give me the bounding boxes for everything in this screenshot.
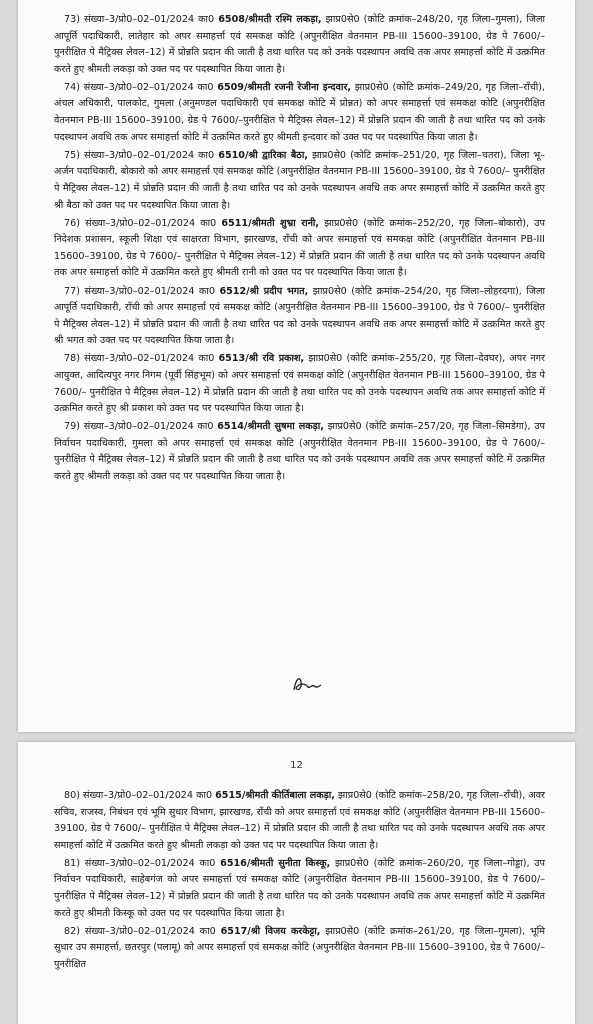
entry-number: 75) [64, 149, 80, 161]
entry-details: झाप्र0से0 (कोटि क्रमांक–258/20, गृह जिला–राँची), अवर सचिव, राजस्व, निबंधन एवं भूमि सुधार विभाग, झारखण्ड, राँची को अपर समाहर्त्ता एवं समकक्ष कोटि (अपुनरीक्षित वेतनमान PB-III 15600–39100, ग्रेड पे 7600/– पुनरीक्षित पे मैट्रिक्स लेवल–12) में प्रोन्नति प्रदान की जाती है तथा धारित पद को उनके पदस्थापन अवधि तक अपर समाहर्त्ता कोटि में उत्क्रमित करते हुए श्रीमती लकड़ा को उक्त पद पर पदस्थापित किया जाता है। [54, 790, 545, 851]
entry-reference: संख्या–3/प्रो0–02–01/2024 का0 [85, 217, 217, 229]
entry-number: 78) [64, 353, 80, 365]
document-page-1 [18, 0, 575, 732]
page-1-body [54, 12, 545, 487]
page-2-body [54, 788, 545, 975]
entry-number: 76) [64, 217, 80, 229]
entry-details: झाप्र0से0 (कोटि क्रमांक–257/20, गृह जिला–सिमडेगा), उप निर्वाचन पदाधिकारी, गुमला को अपर समाहर्त्ता एवं समकक्ष कोटि (अपुनरीक्षित वेतनमान PB-III 15600–39100, ग्रेड पे 7600/– पुनरीक्षित पे मैट्रिक्स लेवल–12) में प्रोन्नति प्रदान की जाती है तथा धारित पद को उनके पदस्थापन अवधि तक अपर समाहर्त्ता कोटि में उत्क्रमित करते हुए श्रीमती लकड़ा को उक्त पद पर पदस्थापित किया जाता है। [54, 421, 546, 483]
entry-reference: संख्या–3/प्रो0–02–01/2024 का0 [84, 857, 216, 869]
page-number: 12 [290, 760, 303, 771]
officer-name: 6517/श्री विजय करकेट्टा, [220, 925, 321, 937]
document-page-2 [18, 742, 575, 1024]
order-entry [54, 12, 545, 78]
entry-number: 81) [64, 857, 80, 869]
entry-reference: संख्या–3/प्रो0–02–01/2024 का0 [84, 925, 216, 937]
order-entry [54, 284, 545, 350]
entry-reference: संख्या–3/प्रो0–02–01/2024 का0 [83, 790, 213, 801]
officer-name: 6513/श्री रवि प्रकाश, [218, 353, 305, 365]
entry-reference: संख्या–3/प्रो0–02–01/2024 का0 [84, 353, 215, 365]
entry-number: 79) [64, 421, 80, 433]
signature-mark [290, 672, 324, 696]
officer-name: 6511/श्रीमती शुभ्रा रानी, [221, 217, 320, 229]
entry-details: झाप्र0से0 (कोटि क्रमांक–248/20, गृह जिला–गुमला), जिला आपूर्ति पदाधिकारी, लातेहार को अपर समाहर्त्ता एवं समकक्ष कोटि (अपुनरीक्षित वेतनमान PB-III 15600–39100, ग्रेड पे 7600/– पुनरीक्षित पे मैट्रिक्स लेवल–12) में प्रोन्नति प्रदान की जाती है तथा धारित पद को उनके पदस्थापन अवधि तक अपर समाहर्त्ता कोटि में उत्क्रमित करते हुए श्रीमती लकड़ा को उक्त पद पर पदस्थापित किया जाता है। [54, 14, 545, 75]
entry-reference: संख्या–3/प्रो0–02–01/2024 का0 [84, 14, 215, 25]
entry-reference: संख्या–3/प्रो0–02–01/2024 का0 [83, 81, 214, 93]
entry-details: झाप्र0से0 (कोटि क्रमांक–254/20, गृह जिला–लोहरदगा), जिला आपूर्ति पदाधिकारी, राँची को अपर समाहर्त्ता एवं समकक्ष कोटि (अपुनरीक्षित वेतनमान PB-III 15600–39100, ग्रेड पे 7600/– पुनरीक्षित पे मैट्रिक्स लेवल–12) में प्रोन्नति प्रदान की जाती है तथा धारित पद को उनके पदस्थापन अवधि तक अपर समाहर्त्ता कोटि में उत्क्रमित करते हुए श्री भगत को उक्त पद पर पदस्थापित किया जाता है। [54, 285, 545, 347]
order-entry [54, 788, 545, 854]
entry-number: 80) [64, 790, 80, 801]
entry-details: झाप्र0से0 (कोटि क्रमांक–249/20, गृह जिला–राँची), अंचल अधिकारी, पालकोट, गुमला (अनुमण्डल पदाधिकारी एवं समकक्ष कोटि में प्रोन्नत) को अपर समाहर्त्ता एवं समकक्ष कोटि (अपुनरीक्षित वेतनमान PB-III 15600–39100, ग्रेड पे 7600/–पुनरीक्षित पे मैट्रिक्स लेवल–12) में प्रोन्नति प्रदान की जाती है तथा धारित पद को उनके पदस्थापन अवधि तक अपर समाहर्त्ता कोटि में उत्क्रमित करते हुए श्रीमती इन्दवार को उक्त पद पर पदस्थापित किया जाता है। [54, 81, 545, 143]
entry-number: 73) [64, 14, 80, 25]
officer-name: 6510/श्री द्वारिका बैठा, [218, 149, 309, 161]
entry-number: 74) [64, 81, 80, 93]
order-entry [54, 148, 545, 214]
officer-name: 6516/श्रीमती सुनीता किस्कू, [220, 857, 331, 869]
order-entry [54, 924, 545, 974]
order-entry [54, 351, 545, 417]
order-entry [54, 856, 545, 922]
entry-details: झाप्र0से0 (कोटि क्रमांक–260/20, गृह जिला–गोड्डा), उप निर्वाचन पदाधिकारी, साहेबगंज को अपर समाहर्त्ता एवं समकक्ष कोटि (अपुनरीक्षित वेतनमान PB-III 15600–39100, ग्रेड पे 7600/– पुनरीक्षित पे मैट्रिक्स लेवल–12) में प्रोन्नति प्रदान की जाती है तथा धारित पद को उनके पदस्थापन अवधि तक अपर समाहर्त्ता कोटि में उत्क्रमित करते हुए श्रीमती किस्कू को उक्त पद पर पदस्थापित किया जाता है। [54, 857, 545, 919]
entry-reference: संख्या–3/प्रो0–02–01/2024 का0 [84, 149, 215, 161]
officer-name: 6515/श्रीमती कीर्तिबाला लकड़ा, [215, 790, 335, 801]
entry-reference: संख्या–3/प्रो0–02–01/2024 का0 [84, 285, 215, 297]
entry-details: झाप्र0से0 (कोटि क्रमांक–255/20, गृह जिला–देवघर), अपर नगर आयुक्त, आदित्यपुर नगर निगम (पूर्वी सिंहभूम) को अपर समाहर्त्ता एवं समकक्ष कोटि (अपुनरीक्षित वेतनमान PB-III 15600–39100, ग्रेड पे 7600/– पुनरीक्षित पे मैट्रिक्स लेवल–12) में प्रोन्नति प्रदान की जाती है तथा धारित पद को उनके पदस्थापन अवधि तक अपर समाहर्त्ता कोटि में उत्क्रमित करते हुए श्री प्रकाश को उक्त पद पर पदस्थापित किया जाता है। [54, 353, 545, 415]
entry-number: 77) [64, 285, 80, 297]
officer-name: 6509/श्रीमती रजनी रेजीना इन्दवार, [217, 81, 352, 93]
order-entry [54, 216, 545, 282]
order-entry [54, 419, 545, 485]
officer-name: 6514/श्रीमती सुषमा लकड़ा, [217, 421, 324, 433]
entry-details: झाप्र0से0 (कोटि क्रमांक–261/20, गृह जिला–गुमला), भूमि सुधार उप समाहर्त्ता, छतरपुर (पलामू) को अपर समाहर्त्ता एवं समकक्ष कोटि (अपुनरीक्षित वेतनमान PB-III 15600–39100, ग्रेड पे 7600/– पुनरीक्षित [54, 925, 545, 970]
entry-details: झाप्र0से0 (कोटि क्रमांक–252/20, गृह जिला–बोकारो), उप निदेशक प्रशासन, स्कूली शिक्षा एवं साक्षरता विभाग, झारखण्ड, राँची को अपर समाहर्त्ता एवं समकक्ष कोटि (अपुनरीक्षित वेतनमान PB-III 15600–39100, ग्रेड पे 7600/– पुनरीक्षित पे मैट्रिक्स लेवल–12) में प्रोन्नति प्रदान की जाती है तथा धारित पद को उनके पदस्थापन अवधि तक अपर समाहर्त्ता कोटि में उत्क्रमित करते हुए श्रीमती रानी को उक्त पद पर पदस्थापित किया जाता है। [54, 217, 545, 279]
officer-name: 6512/श्री प्रदीप भगत, [219, 285, 309, 297]
entry-number: 82) [64, 925, 80, 937]
officer-name: 6508/श्रीमती रश्मि लकड़ा, [218, 14, 322, 25]
entry-reference: संख्या–3/प्रो0–02–01/2024 का0 [83, 421, 214, 433]
entry-details: झाप्र0से0 (कोटि क्रमांक–251/20, गृह जिला–चतरा), जिला भू–अर्जन पदाधिकारी, बोकारो को अपर समाहर्त्ता एवं समकक्ष कोटि (अपुनरीक्षित वेतनमान PB-III 15600–39100, ग्रेड पे 7600/– पुनरीक्षित पे मैट्रिक्स लेवल–12) में प्रोन्नति प्रदान की जाती है तथा धारित पद को उनके पदस्थापन अवधि तक अपर समाहर्त्ता कोटि में उत्क्रमित करते हुए श्री बैठा को उक्त पद पर पदस्थापित किया जाता है। [54, 149, 545, 211]
order-entry [54, 80, 545, 146]
